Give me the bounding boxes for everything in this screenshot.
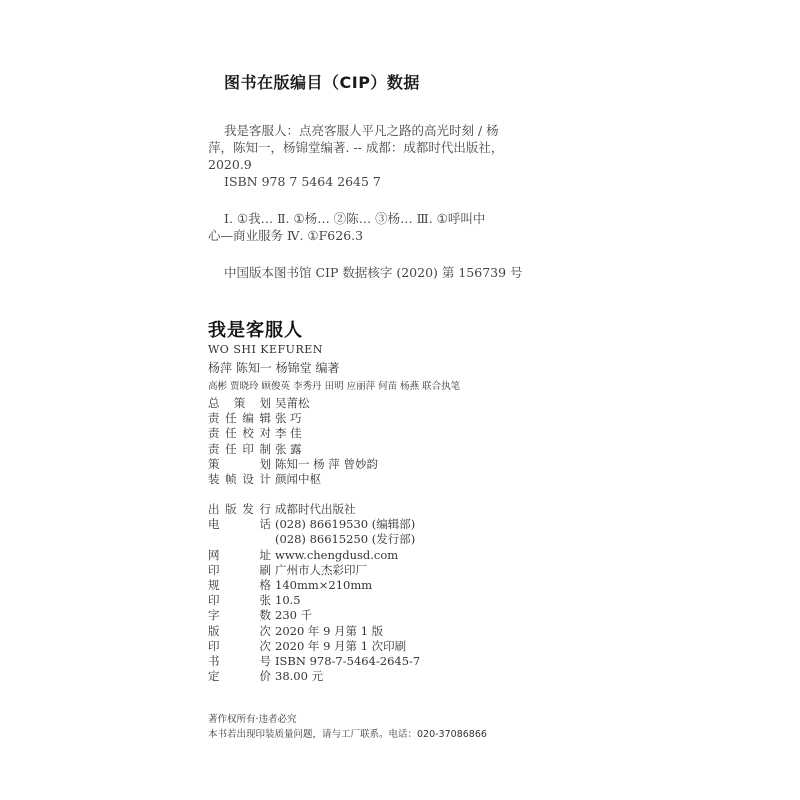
cip-subject-line: Ⅰ. ①我… Ⅱ. ①杨… ②陈… ③杨… Ⅲ. ①呼叫中 (224, 211, 486, 226)
cip-library (208, 264, 528, 281)
staff-row (208, 442, 378, 457)
staff-value: 李 佳 (275, 426, 302, 441)
staff-label: 责任校对 (208, 426, 271, 441)
publication-row (208, 608, 420, 623)
cip-entry (208, 122, 528, 190)
publication-row (208, 639, 420, 654)
publication-row (208, 654, 420, 669)
staff-label: 装帧设计 (208, 472, 271, 487)
publication-row (208, 532, 420, 547)
staff-value: 张 巧 (275, 411, 302, 426)
staff-label: 责任编辑 (208, 411, 271, 426)
publication-row (208, 624, 420, 639)
publication-value: 2020 年 9 月第 1 版 (275, 623, 384, 638)
copyright-notice: 著作权所有·违者必究 (208, 714, 297, 725)
publication-row (208, 593, 420, 608)
publication-value: 2020 年 9 月第 1 次印刷 (275, 638, 407, 653)
cip-isbn: ISBN 978 7 5464 2645 7 (224, 174, 381, 189)
book-authors: 杨萍 陈知一 杨锦堂 编著 (208, 361, 340, 375)
book-pinyin: WO SHI KEFUREN (208, 343, 323, 356)
cip-subjects (208, 210, 528, 244)
publication-row (208, 502, 420, 517)
publication-label: 印次 (208, 638, 271, 653)
cip-entry-line: 我是客服人：点亮客服人平凡之路的高光时刻 / 杨 (224, 123, 499, 138)
publication-label: 电话 (208, 517, 271, 532)
publication-label: 定价 (208, 669, 271, 684)
publication-value: www.chengdusd.com (275, 547, 399, 562)
publication-label: 印刷 (208, 562, 271, 577)
publication-label: 出版发行 (208, 502, 271, 516)
publication-value: (028) 86619530 (编辑部) (275, 517, 416, 532)
cip-heading: 图书在版编目（CIP）数据 (224, 73, 420, 92)
publication-row (208, 563, 420, 578)
staff-row (208, 457, 378, 472)
publication-value: 38.00 元 (275, 669, 324, 684)
book-title: 我是客服人 (208, 320, 303, 341)
publication-list (208, 502, 420, 684)
publication-label: 书号 (208, 654, 271, 669)
staff-row (208, 396, 378, 411)
publication-row (208, 548, 420, 563)
cip-entry-line: 萍，陈知一，杨锦堂编著. -- 成都：成都时代出版社， (208, 140, 504, 155)
staff-value: 陈知一 杨 萍 曾妙韵 (275, 456, 378, 471)
quality-notice: 本书若出现印装质量问题，请与工厂联系。电话：020-37086866 (208, 729, 487, 740)
staff-row (208, 426, 378, 441)
publication-value: (028) 86615250 (发行部) (275, 532, 416, 547)
footer (208, 712, 487, 742)
publication-value: 广州市人杰彩印厂 (275, 562, 367, 577)
staff-label: 策划 (208, 456, 271, 471)
publication-label: 版次 (208, 623, 271, 638)
staff-row (208, 472, 378, 487)
staff-label: 责任印制 (208, 441, 271, 456)
publication-value: ISBN 978-7-5464-2645-7 (275, 654, 421, 669)
publication-value: 成都时代出版社 (275, 502, 356, 516)
staff-value: 张 露 (275, 441, 302, 456)
staff-value: 吴莆松 (275, 396, 310, 410)
publication-row (208, 578, 420, 593)
publication-row (208, 669, 420, 684)
publication-label: 网址 (208, 547, 271, 562)
publication-label (208, 532, 275, 547)
publication-value: 10.5 (275, 593, 301, 608)
publication-row (208, 517, 420, 532)
cip-library-line: 中国版本图书馆 CIP 数据核字 (2020) 第 156739 号 (224, 265, 523, 280)
book-contributors: 高彬 贾晓玲 顾俊英 李秀丹 田明 应丽萍 何苗 杨燕 联合执笔 (208, 381, 461, 392)
publication-label: 规格 (208, 578, 271, 593)
publication-label: 字数 (208, 608, 271, 623)
staff-label: 总策划 (208, 396, 271, 410)
staff-list (208, 396, 378, 487)
staff-value: 颜闻中枢 (275, 472, 321, 487)
publication-value: 230 千 (275, 608, 313, 623)
staff-row (208, 411, 378, 426)
cip-subject-line: 心—商业服务 Ⅳ. ①F626.3 (208, 228, 364, 243)
publication-label: 印张 (208, 593, 271, 608)
cip-entry-line: 2020.9 (208, 157, 252, 172)
publication-value: 140mm×210mm (275, 578, 373, 593)
